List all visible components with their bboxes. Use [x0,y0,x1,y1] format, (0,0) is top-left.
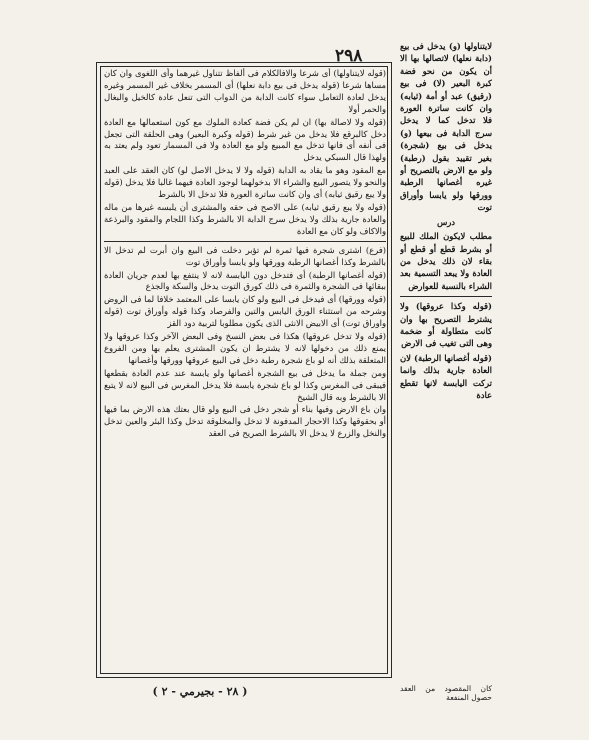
side-paragraph: (قوله وكذا عروقها) ولا يشترط التصريح بها وان كانت متطاولة أو ضخمة وهى التى تغيب فى الارض [400,301,492,349]
lesson-marker: درس [437,216,455,227]
side-paragraph: مطلب لايكون الملك للبيع أو بشرط قطع أو قطع أو بقاء لان ذلك يدخل من العادة ولا يبعد التسمية بعد الشراء بالنسبة للعوارض [400,231,492,291]
page-number: ٢٩٨ [335,46,363,66]
main-paragraph: ومن جملة ما يدخل فى بيع الشجرة أغصانها ولو يابسة عند عدم العادة بقطعها فيبقى فى المغرس وكذا لو باع شجرة يابسة فلا يدخل المغرس فى البيع لانه لا يتبع الا بالشرط وبه قال الشيخ [104,367,386,402]
main-paragraph: (قوله وورقها) أى فيدخل فى البيع ولو كان يابسا على المعتمد خلافا لما فى الروض وشرحه من استثناء الورق اليابس والتين والفرصاد وكذا قوله وأوراق توت (قوله واوراق توت) أى الابيض الانثى الذى يكون مطلوبا لتربية دود القز [104,294,386,329]
main-paragraph: (قوله لايتناولها) أى شرعا والافالكلام فى ألفاظ تتناول غيرهما وأى اللغوى وان كان مساها شرعا (قوله يدخل فى بيع دابة نعلها) أى المسمر بخلاف غير المسمر وغيره يدخل لعادة التعامل سواء كانت الدابة من الدواب التى تنعل عادة كالخيل والبغال والحمر أولا [104,68,386,114]
main-commentary-text [104,68,386,672]
marginal-text-column [400,40,492,680]
main-paragraph: وان باع الارض وفيها بناء أو شجر دخل فى البيع ولو قال بعتك هذه الارض بما فيها أو بحقوقها وكذا الاحجار المدفونة لا تدخل والمخلوقة تدخل وكذا البئر والعين تدخل والنخل والزرع لا يدخل الا بالشرط الصريح فى العقد [104,404,386,439]
divider [104,241,386,242]
side-footer-text: كان المقصود من العقد حصول المنفعة [400,684,492,702]
divider [400,296,492,297]
main-paragraph: (قوله أغصانها الرطبة) أى فتدخل دون اليابسة لانه لا ينتفع بها لعدم جريان العادة ببقائها فى الشجرة والثمرة فى ذلك كورق التوت يدخل والسكة والجذع [104,269,386,292]
footer-signature: ( ٢٨ - بجيرمي - ٢ ) [152,685,248,698]
side-paragraph: (قوله أغصانها الرطبة) لان العادة جارية بذلك وانما تركت اليابسة لانها تقطع عادة [400,352,492,400]
main-paragraph: مع المقود وهو ما يقاد به الدابة (قوله ولا لا يدخل الاصل لو) كان العقد على العبد والنحو ولا يتصور البيع والشراء الا بدخولهما لوجود العادة فيهما غالبا فلا يدخل (قوله ولا يبع رقيق ثيابه) أى وان كانت ساترة العورة فلا تدخل الا بالشرط [104,165,386,200]
side-paragraph: لايتناولها (و) يدخل فى بيع (دابة نعلها) لاتصالها بها الا أن يكون من نحو فضة كبرة البعير (لا) فى بيع (رقيق) عبد أو أمة (ثيابه) وان كانت ساترة العورة فلا تدخل كما لا يدخل سرج الدابة فى بيعها (و) يدخل فى بيع (شجرة) بغير تقييد بقول (رطبة) ولو مع الارض بالتصريح أو غيره أغصانها الرطبة وورقها ولو يابسا وأوراق توت [400,41,492,213]
main-paragraph: (قوله ولا يبع رقيق ثيابه) على الاصح فى حقه والمشترى أن يلبسه غيرها من ماله والعادة جارية بذلك ولا يدخل سرج الدابة الا بالشرط وكذا اللجام والمقود والبرذعة والاكاف ولو كان مع العادة [104,201,386,236]
main-paragraph: (قوله ولا لاصالة بها) ان لم يكن فضة كعادة الملوك مع كون استعمالها مع العادة دخل كالبرقع فلا يدخل من غير شرط (قوله وكبرة البعير) وهى الحلقة التى تجعل فى أنفه أى فانها تدخل مع المبيع ولو مع العادة ولا فى المسمار تعود ولم يعتد به ولهذا قال السبكي يدخل [104,116,386,163]
main-paragraph: (فرع) اشترى شجرة فيها ثمرة لم تؤبر دخلت فى البيع وان أبرت لم تدخل الا بالشرط وكذا أغصانها الرطبة وورقها ولو يابسا وأوراق توت [104,244,386,267]
main-paragraph: (قوله ولا تدخل عروقها) هكذا فى بعض النسخ وفى البعض الآخر وكذا عروقها ولا يمنع ذلك من دخولها لانه لا يشترط ان يكون المشترى يعلم بها ومن الفروع المتعلقة بذلك أنه لو باع شجرة رطبة دخل فى البيع عروقها وورقها وأغصانها [104,331,386,365]
